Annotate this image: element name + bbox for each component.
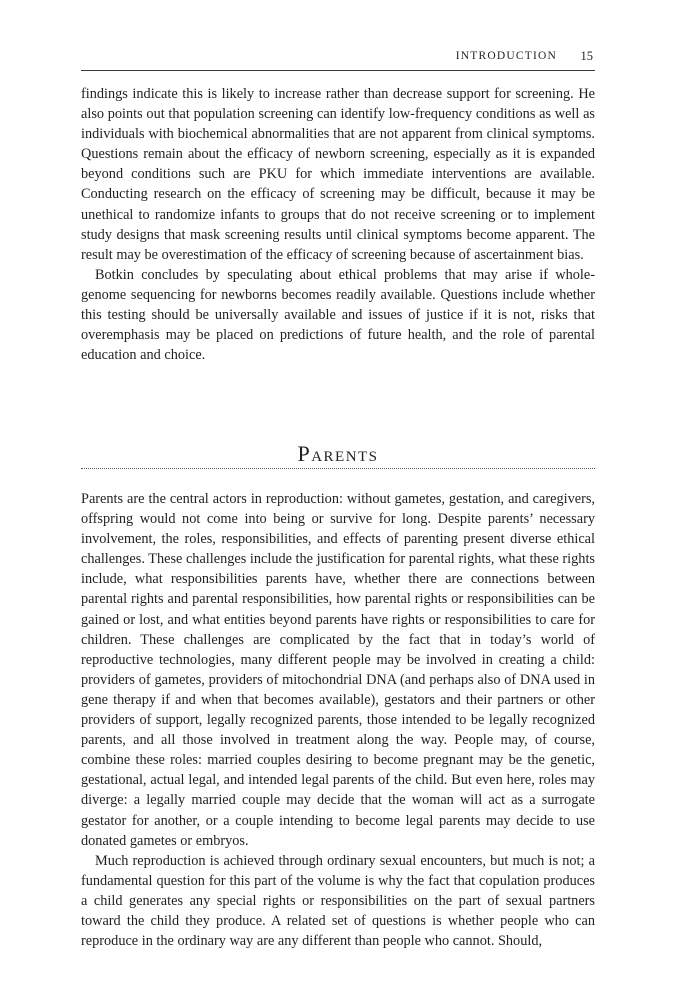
paragraph: Botkin concludes by speculating about ethical problems that may arise if whole-genome sequencing for newborns becomes readily available. Questions include whether this testing should be universally available and issues of justice if it is not, risks that overemphasis may be placed on predictions of future health, and the role of parental education and choice.	[81, 266, 595, 364]
paragraph-continued: findings indicate this is likely to increase rather than decrease support for screening. He also points out that population screening can identify low-frequency conditions as well as individuals with biochemical abnormalities that are not apparent from clinical symptoms. Questions remain about the efficacy of newborn screening, especially as it is expanded beyond conditions such are PKU for which immediate interventions are available. Conducting research on the efficacy of screening may be difficult, because it may be unethical to randomize infants to groups that do not receive screening or to implement study designs that mask screening results until clinical symptoms become apparent. The result may be overestimation of the efficacy of screening because of ascertainment bias.	[81, 86, 595, 263]
body-text-after-heading	[81, 489, 595, 951]
body-text-before-heading	[81, 84, 595, 365]
page-number: 15	[580, 49, 593, 63]
section-heading: Parents	[297, 441, 379, 466]
section-heading-block	[81, 441, 595, 469]
book-page	[81, 0, 595, 1000]
paragraph: Parents are the central actors in reproduction: without gametes, gestation, and caregivers, offspring would not come into being or survive for long. Despite parents’ necessary involvement, the roles, responsibilities, and effects of parenting present diverse ethical challenges. These challenges include the justification for parental rights, what these rights include, what responsibilities parents have, whether there are connections between parental rights and parental responsibilities, how parental rights or responsibilities can be gained or lost, and what entities beyond parents have rights or responsibilities to care for children. These challenges are complicated by the fact that in today’s world of reproductive technologies, many different people may be involved in creating a child: providers of gametes, providers of mitochondrial DNA (and perhaps also of DNA used in gene therapy if and when that becomes available), gestators and their partners or other providers of support, legally recognized parents, those intended to be legally recognized parents, and all those involved in treatment along the way. People may, of course, combine these roles: married couples desiring to become pregnant may be the genetic, gestational, actual legal, and intended legal parents of the child. But even here, roles may diverge: a legally married couple may decide that the woman will act as a surrogate gestator for another, or a couple intending to become legal parents may decide to use donated gametes or embryos.	[81, 491, 595, 849]
paragraph: Much reproduction is achieved through ordinary sexual encounters, but much is not; a fundamental question for this part of the volume is why the fact that copulation produces a child generates any special rights or responsibilities on the part of sexual partners toward the child they produce. A related set of questions is whether people who can reproduce in the ordinary way are any different than people who cannot. Should,	[81, 852, 595, 950]
running-head-section: INTRODUCTION	[455, 50, 557, 62]
running-head	[81, 46, 595, 71]
